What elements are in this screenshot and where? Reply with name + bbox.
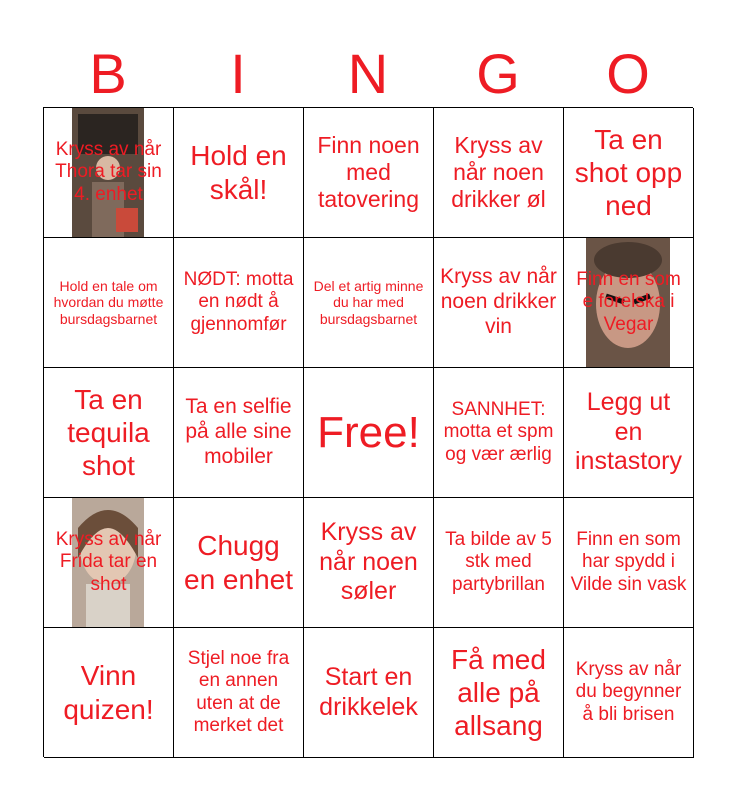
cell-text: Kryss av når Thora tar sin 4. enhet <box>55 138 162 205</box>
bingo-cell[interactable] <box>304 628 434 758</box>
cell-text: Finn en som har spydd i Vilde sin vask <box>570 528 687 595</box>
cell-text: Ta en tequila shot <box>67 383 150 482</box>
cell-text: Ta en shot opp ned <box>574 123 683 222</box>
cell-text: Kryss av når du begynner å bli brisen <box>575 658 682 725</box>
free-cell[interactable] <box>304 368 434 498</box>
bingo-cell[interactable] <box>564 238 694 368</box>
bingo-cell[interactable] <box>304 498 434 628</box>
cell-text: Legg ut en instastory <box>575 388 682 476</box>
bingo-cell[interactable] <box>304 238 434 368</box>
cell-text: Del et artig minne du har med bursdagsbarnet <box>313 277 424 327</box>
bingo-cell[interactable] <box>564 628 694 758</box>
cell-text: Finn noen med tatovering <box>317 131 420 213</box>
cell-text: Ta bilde av 5 stk med partybrillan <box>445 528 552 595</box>
header-letter-o: O <box>606 42 650 105</box>
bingo-cell[interactable] <box>174 238 304 368</box>
header-letter-i: I <box>230 42 246 105</box>
bingo-cell[interactable] <box>564 108 694 238</box>
cell-text: Finn en som e forelska i Vegar <box>576 268 681 335</box>
bingo-cell[interactable] <box>44 628 174 758</box>
header-letter-b: B <box>89 42 127 105</box>
bingo-cell[interactable] <box>304 108 434 238</box>
bingo-cell[interactable] <box>44 108 174 238</box>
cell-text: Kryss av når noen søler <box>319 518 418 606</box>
bingo-cell[interactable] <box>564 368 694 498</box>
bingo-cell[interactable] <box>434 368 564 498</box>
bingo-cell[interactable] <box>174 108 304 238</box>
cell-text: Kryss av når noen drikker øl <box>451 131 546 213</box>
cell-text: SANNHET: motta et spm og vær ærlig <box>443 398 554 465</box>
bingo-cell[interactable] <box>44 498 174 628</box>
bingo-cell[interactable] <box>44 368 174 498</box>
cell-text: Chugg en enhet <box>184 530 293 595</box>
bingo-cell[interactable] <box>434 238 564 368</box>
bingo-cell[interactable] <box>434 628 564 758</box>
cell-text: Vinn quizen! <box>63 660 154 725</box>
bingo-cell[interactable] <box>174 498 304 628</box>
header-letter-g: G <box>476 42 520 105</box>
cell-text: Kryss av når Frida tar en shot <box>55 528 162 595</box>
cell-text: Kryss av når noen drikker vin <box>440 265 557 338</box>
cell-text: Få med alle på allsang <box>451 643 546 742</box>
cell-text: Stjel noe fra en annen uten at de merket det <box>187 647 290 736</box>
cell-text: Hold en skål! <box>190 140 287 205</box>
bingo-header <box>43 40 693 108</box>
cell-text: Ta en selfie på alle sine mobiler <box>185 395 292 468</box>
free-label: Free! <box>317 407 420 457</box>
cell-text: NØDT: motta en nødt å gjennomfør <box>183 268 294 335</box>
header-letter-n: N <box>347 42 389 105</box>
bingo-cell[interactable] <box>174 368 304 498</box>
bingo-cell[interactable] <box>434 498 564 628</box>
cell-text: Hold en tale om hvordan du møtte bursdagsbarnet <box>53 277 164 327</box>
bingo-cell[interactable] <box>564 498 694 628</box>
bingo-board <box>43 107 693 757</box>
bingo-cell[interactable] <box>434 108 564 238</box>
bingo-cell[interactable] <box>174 628 304 758</box>
cell-text: Start en drikkelek <box>319 663 418 721</box>
bingo-cell[interactable] <box>44 238 174 368</box>
